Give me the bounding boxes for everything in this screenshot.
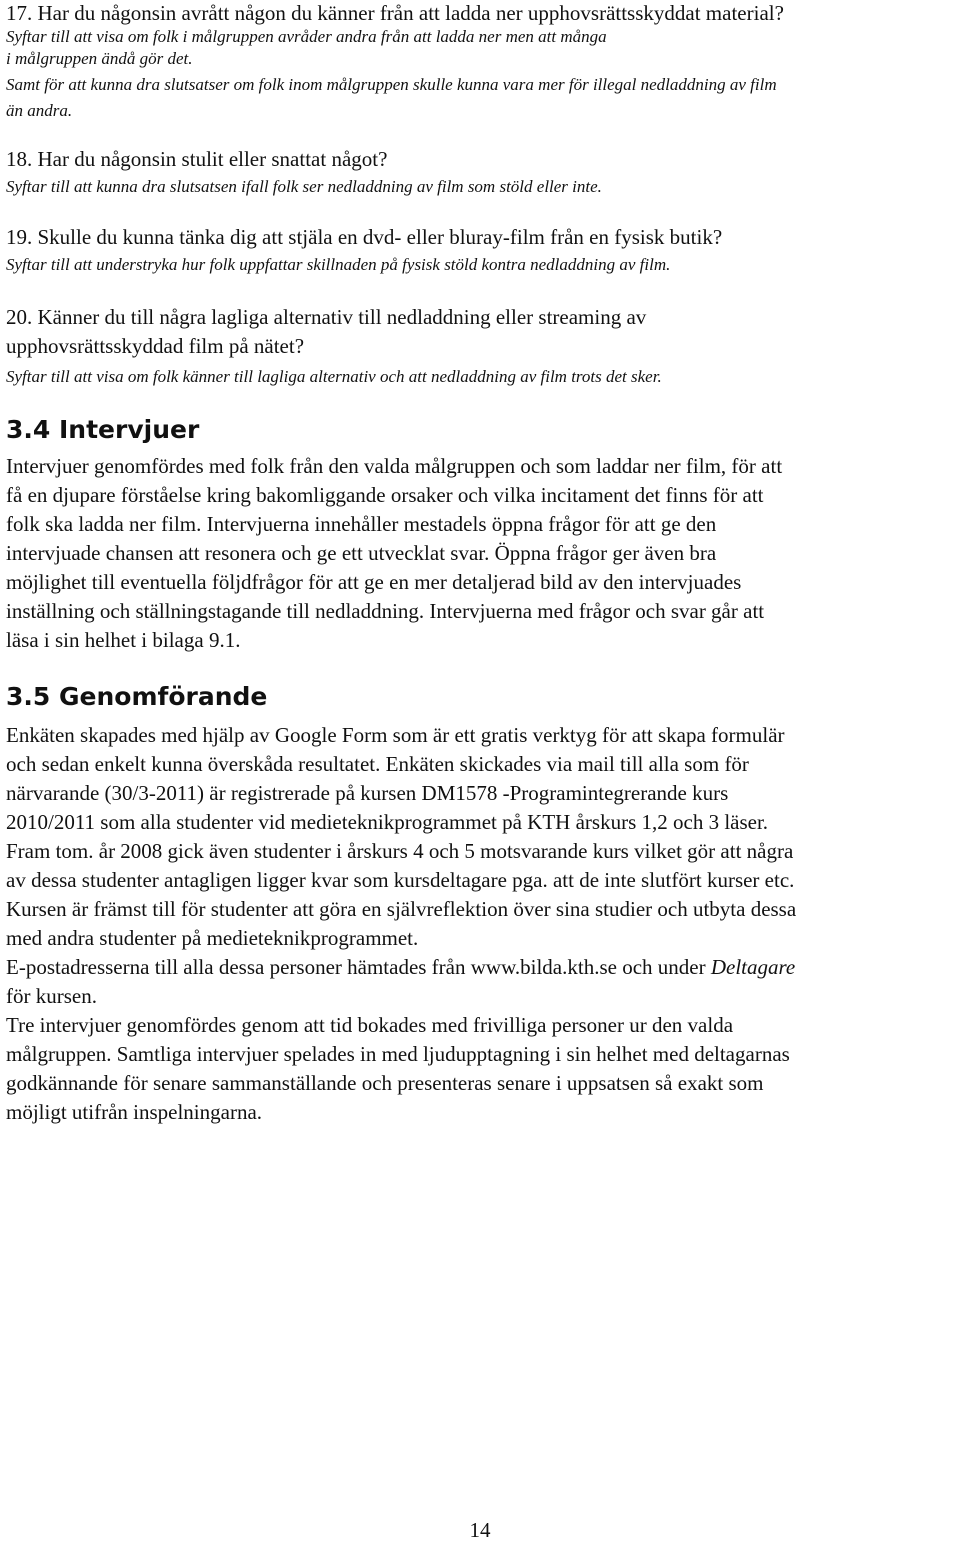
question-purpose: Syftar till att kunna dra slutsatsen ifall folk ser nedladdning av film som stöld eller inte. xyxy=(6,177,602,196)
question-purpose: Syftar till att visa om folk känner till lagliga alternativ och att nedladdning av film trots det sker. xyxy=(6,367,662,386)
deltagare-emphasis: Deltagare xyxy=(710,955,796,979)
question-purpose: Syftar till att understryka hur folk uppfattar skillnaden på fysisk stöld kontra nedladdning av film. xyxy=(6,255,671,274)
question-purpose: än andra. xyxy=(6,101,73,120)
question-19 xyxy=(6,224,956,276)
paragraph-line: läsa i sin helhet i bilaga 9.1. xyxy=(6,628,241,652)
question-text: 18. Har du någonsin stulit eller snattat något? xyxy=(6,147,388,171)
section-paragraph xyxy=(6,452,956,655)
paragraph-line: Kursen är främst till för studenter att göra en självreflektion över sina studier och utbyta dessa xyxy=(6,897,797,921)
paragraph-line: Intervjuer genomfördes med folk från den valda målgruppen och som laddar ner film, för att xyxy=(6,454,783,478)
paragraph-line: Fram tom. år 2008 gick även studenter i årskurs 4 och 5 motsvarande kurs vilket gör att några xyxy=(6,839,794,863)
paragraph-line: med andra studenter på medieteknikprogrammet. xyxy=(6,926,419,950)
paragraph-line: av dessa studenter antagligen ligger kvar som kursdeltagare pga. att de inte slutfört kurser etc. xyxy=(6,868,795,892)
paragraph-line: målgruppen. Samtliga intervjuer spelades in med ljudupptagning i sin helhet med deltagarnas xyxy=(6,1042,790,1066)
question-text: upphovsrättsskyddad film på nätet? xyxy=(6,334,305,358)
question-purpose: Syftar till att visa om folk i målgruppen avråder andra från att ladda ner men att många xyxy=(6,27,607,46)
document-page xyxy=(6,0,956,1127)
paragraph-line: intervjuade chansen att resonera och ge ett utvecklat svar. Öppna frågor ger även bra xyxy=(6,541,717,565)
question-18 xyxy=(6,146,956,198)
section-heading: 3.5 Genomförande xyxy=(6,682,268,711)
question-purpose: Samt för att kunna dra slutsatser om folk inom målgruppen skulle kunna vara mer för illegal nedladdning av film xyxy=(6,75,777,94)
paragraph-line: 2010/2011 som alla studenter vid medieteknikprogrammet på KTH årskurs 1,2 och 3 läser. xyxy=(6,810,769,834)
question-purpose: i målgruppen ändå gör det. xyxy=(6,49,193,68)
section-heading: 3.4 Intervjuer xyxy=(6,415,200,444)
paragraph-line: få en djupare förståelse kring bakomliggande orsaker och vilka incitament det finns för att xyxy=(6,483,764,507)
question-text: 17. Har du någonsin avrått någon du känner från att ladda ner upphovsrättsskyddat material? xyxy=(6,1,784,25)
paragraph-line: inställning och ställningstagande till nedladdning. Intervjuerna med frågor och svar går att xyxy=(6,599,765,623)
section-paragraph xyxy=(6,721,956,1127)
paragraph-line xyxy=(6,953,956,982)
paragraph-line: folk ska ladda ner film. Intervjuerna innehåller mestadels öppna frågor för att ge den xyxy=(6,512,717,536)
paragraph-line: möjligt utifrån inspelningarna. xyxy=(6,1100,263,1124)
question-17 xyxy=(6,0,956,122)
paragraph-line: möjlighet till eventuella följdfrågor för att ge en mer detaljerad bild av den intervjuades xyxy=(6,570,742,594)
page-number: 14 xyxy=(469,1518,491,1542)
paragraph-line: godkännande för senare sammanställande och presenteras senare i uppsatsen så exakt som xyxy=(6,1071,764,1095)
paragraph-line: närvarande (30/3-2011) är registrerade på kursen DM1578 -Programintegrerande kurs xyxy=(6,781,729,805)
question-text: 20. Känner du till några lagliga alternativ till nedladdning eller streaming av xyxy=(6,305,647,329)
question-text: 19. Skulle du kunna tänka dig att stjäla en dvd- eller bluray-film från en fysisk butik? xyxy=(6,225,723,249)
paragraph-line: Enkäten skapades med hjälp av Google Form som är ett gratis verktyg för att skapa formulär xyxy=(6,723,785,747)
email-line-text: E-postadresserna till alla dessa personer hämtades från www.bilda.kth.se och under xyxy=(6,955,711,979)
paragraph-line: och sedan enkelt kunna överskåda resultatet. Enkäten skickades via mail till alla som för xyxy=(6,752,749,776)
paragraph-line: för kursen. xyxy=(6,984,97,1008)
question-20 xyxy=(6,302,956,388)
paragraph-line: Tre intervjuer genomfördes genom att tid bokades med frivilliga personer ur den valda xyxy=(6,1013,734,1037)
